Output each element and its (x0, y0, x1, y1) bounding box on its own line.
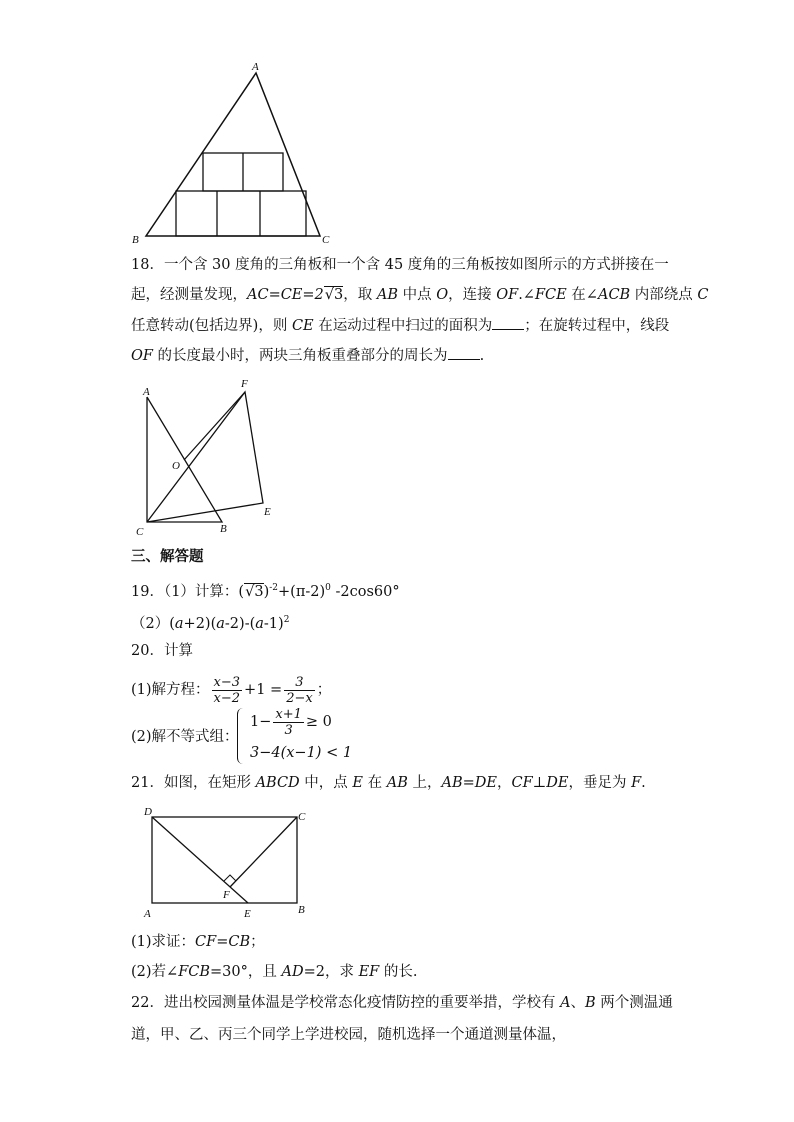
q18-line2: 起，经测量发现，AC=CE=2√3，取 AB 中点 O，连接 OF.∠FCE 在∠ACB 内部绕点 C (131, 287, 709, 303)
q18-line1: 18．一个含 30 度角的三角板和一个含 45 度角的三角板按如图所示的方式拼接在一 (131, 257, 669, 273)
label-E: E (244, 908, 251, 920)
answer-blank-2 (448, 345, 480, 360)
label-B: B (298, 904, 305, 916)
label-B: B (132, 234, 139, 246)
triangle-squares-figure (125, 58, 345, 250)
rectangle-figure (138, 800, 318, 925)
label-E: E (264, 506, 271, 518)
label-O: O (172, 460, 180, 472)
label-C: C (322, 234, 330, 246)
label-A: A (144, 908, 151, 920)
label-F: F (223, 889, 230, 901)
label-A: A (252, 61, 259, 73)
q22-line2: 道，甲、乙、丙三个同学上学进校园，随机选择一个通道测量体温， (131, 1027, 566, 1043)
section-title: 三、解答题 (131, 548, 204, 565)
label-F: F (241, 378, 248, 390)
label-A: A (143, 386, 150, 398)
q21-part1: (1)求证：CF=CB； (131, 934, 265, 950)
q21-statement: 21．如图，在矩形 ABCD 中，点 E 在 AB 上，AB=DE，CF⊥DE，垂足为 F. (131, 775, 646, 791)
q22-line1: 22．进出校园测量体温是学校常态化疫情防控的重要举措，学校有 A、B 两个测温通 (131, 995, 673, 1011)
q18-line3: 任意转动(包括边界)，则 CE 在运动过程中扫过的面积为 ；在旋转过程中，线段 (131, 315, 669, 336)
q19-part1: 19．（1）计算：$(√3)^{-2}+(\pi-2)^0$ -2cos60° (131, 583, 400, 600)
label-D: D (144, 806, 152, 818)
label-C: C (136, 526, 144, 538)
inequality-brace (237, 708, 246, 764)
q20-part2-label: (2)解不等式组： (131, 729, 239, 745)
q20-ineq2: 3−4(x−1) < 1 (250, 745, 353, 761)
q20-ineq1: 1− $\frac{x+1}{3}$ ≥ 0 (250, 706, 332, 738)
q18-line4: OF 的长度最小时，两块三角板重叠部分的周长为 . (131, 345, 484, 366)
label-B: B (220, 523, 227, 535)
q20-part1: (1)解方程： $\frac{x-3}{x-2}$ +1 = $\frac{3}{2-x}$ ； (131, 674, 332, 706)
triangle-boards-figure (130, 375, 290, 540)
label-C: C (298, 811, 306, 823)
q19-part2: $(2)(a+2)(a-2)-(a-1)^2$ (131, 615, 290, 632)
answer-blank-1 (492, 315, 524, 330)
q20-title: 20．计算 (131, 643, 193, 659)
q21-part2: (2)若∠FCB=30°，且 AD=2，求 EF 的长. (131, 964, 418, 980)
